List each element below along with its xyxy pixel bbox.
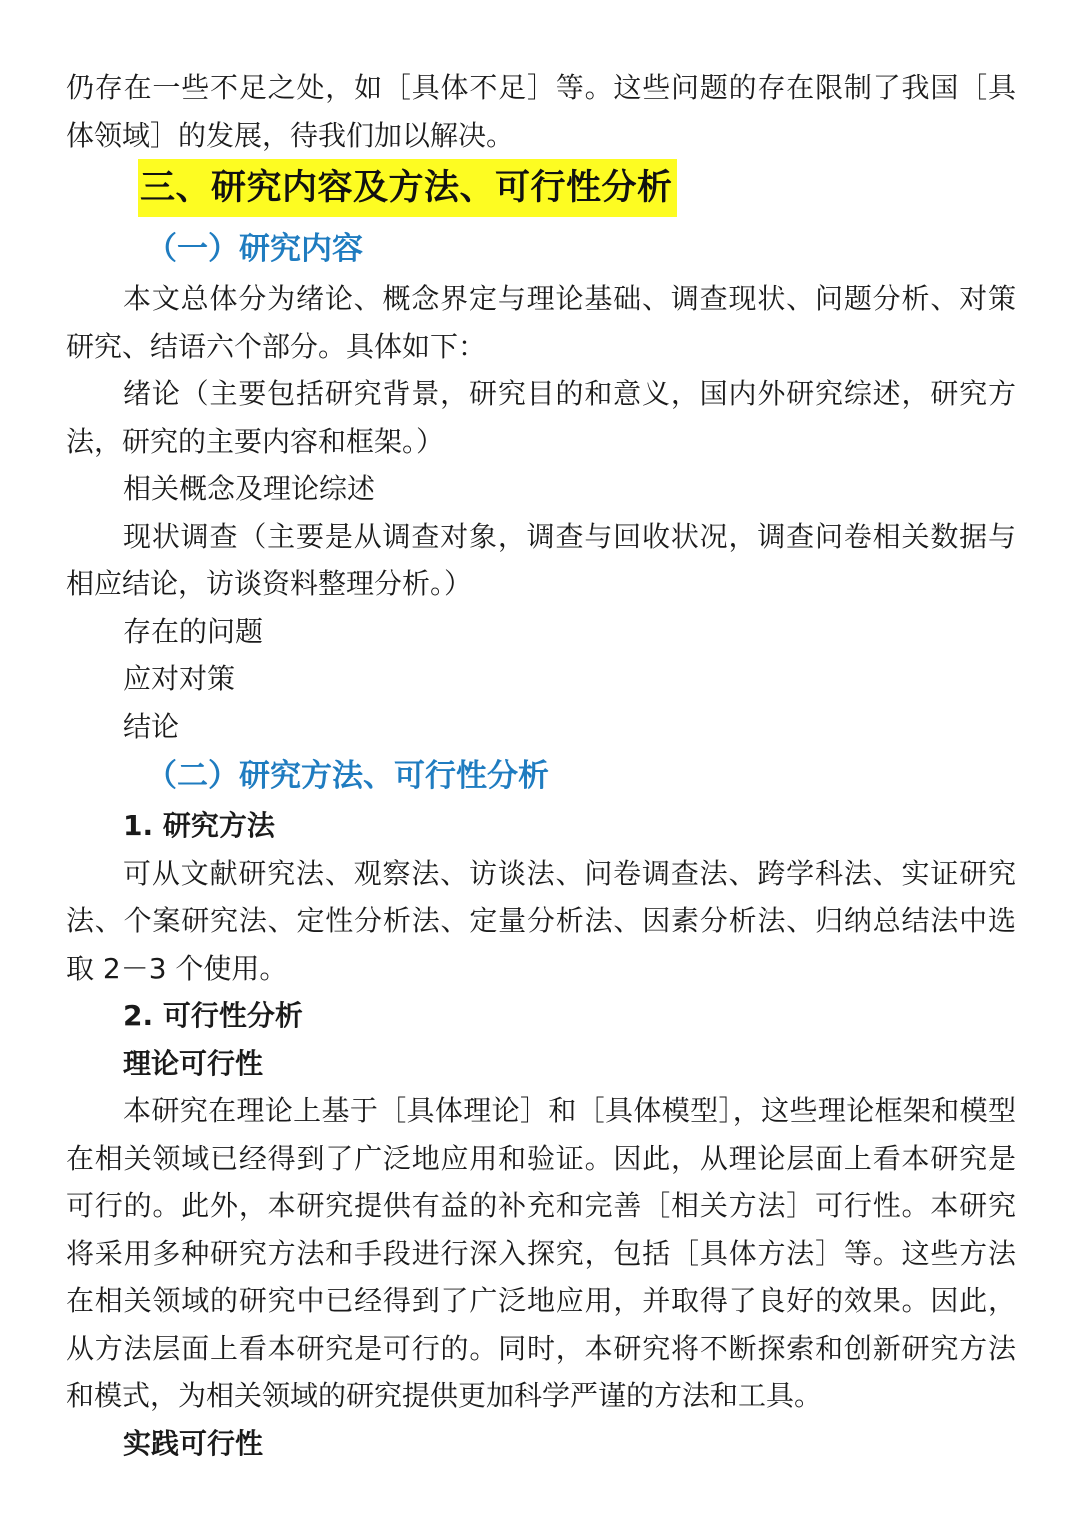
list-item-problems: 存在的问题 bbox=[123, 614, 264, 648]
heading-feasibility-analysis: 2. 可行性分析 bbox=[123, 999, 303, 1032]
paragraph-line: 从方法层面上看本研究是可行的。同时，本研究将不断探索和创新研究方法 bbox=[66, 1331, 1016, 1365]
paragraph-line: 本文总体分为绪论、概念界定与理论基础、调查现状、问题分析、对策 bbox=[123, 282, 1016, 315]
subsection-heading-research-content: （一）研究内容 bbox=[146, 231, 363, 267]
subsection-heading-methods-feasibility: （二）研究方法、可行性分析 bbox=[146, 758, 549, 794]
heading-theory-feasibility: 理论可行性 bbox=[123, 1046, 264, 1080]
list-item-intro-cont: 法，研究的主要内容和框架。） bbox=[66, 424, 445, 458]
paragraph-line: 在相关领域已经得到了广泛地应用和验证。因此，从理论层面上看本研究是 bbox=[66, 1141, 1016, 1175]
document-page bbox=[66, 64, 1016, 1467]
section-heading-3: 三、研究内容及方法、可行性分析 bbox=[138, 159, 677, 217]
list-item-survey-cont: 相应结论，访谈资料整理分析。） bbox=[66, 567, 473, 600]
paragraph-line: 在相关领域的研究中已经得到了广泛地应用，并取得了良好的效果。因此， bbox=[66, 1284, 1016, 1317]
list-item-survey: 现状调查（主要是从调查对象，调查与回收状况，调查问卷相关数据与 bbox=[123, 519, 1016, 553]
paragraph-line: 将采用多种研究方法和手段进行深入探究，包括［具体方法］等。这些方法 bbox=[66, 1236, 1016, 1270]
list-item-conclusion: 结论 bbox=[123, 709, 180, 743]
intro-line-2: 体领域］的发展，待我们加以解决。 bbox=[66, 118, 515, 152]
paragraph-line: 取 2－3 个使用。 bbox=[66, 951, 288, 985]
paragraph-line: 和模式，为相关领域的研究提供更加科学严谨的方法和工具。 bbox=[66, 1379, 823, 1412]
paragraph-line: 可从文献研究法、观察法、访谈法、问卷调查法、跨学科法、实证研究 bbox=[123, 856, 1016, 890]
heading-research-methods: 1. 研究方法 bbox=[123, 809, 275, 842]
paragraph-line: 可行的。此外，本研究提供有益的补充和完善［相关方法］可行性。本研究 bbox=[66, 1189, 1016, 1222]
intro-line-1: 仍存在一些不足之处，如［具体不足］等。这些问题的存在限制了我国［具 bbox=[66, 71, 1016, 104]
paragraph-line: 研究、结语六个部分。具体如下： bbox=[66, 329, 487, 363]
section-heading-wrap bbox=[66, 159, 1016, 223]
list-item-intro: 绪论（主要包括研究背景，研究目的和意义，国内外研究综述，研究方 bbox=[123, 377, 1016, 410]
paragraph-line: 本研究在理论上基于［具体理论］和［具体模型］，这些理论框架和模型 bbox=[123, 1094, 1016, 1127]
paragraph-line: 法、个案研究法、定性分析法、定量分析法、因素分析法、归纳总结法中选 bbox=[66, 904, 1016, 937]
heading-practice-feasibility: 实践可行性 bbox=[123, 1426, 264, 1460]
list-item-countermeasures: 应对对策 bbox=[123, 662, 236, 695]
list-item-concepts: 相关概念及理论综述 bbox=[123, 472, 376, 505]
